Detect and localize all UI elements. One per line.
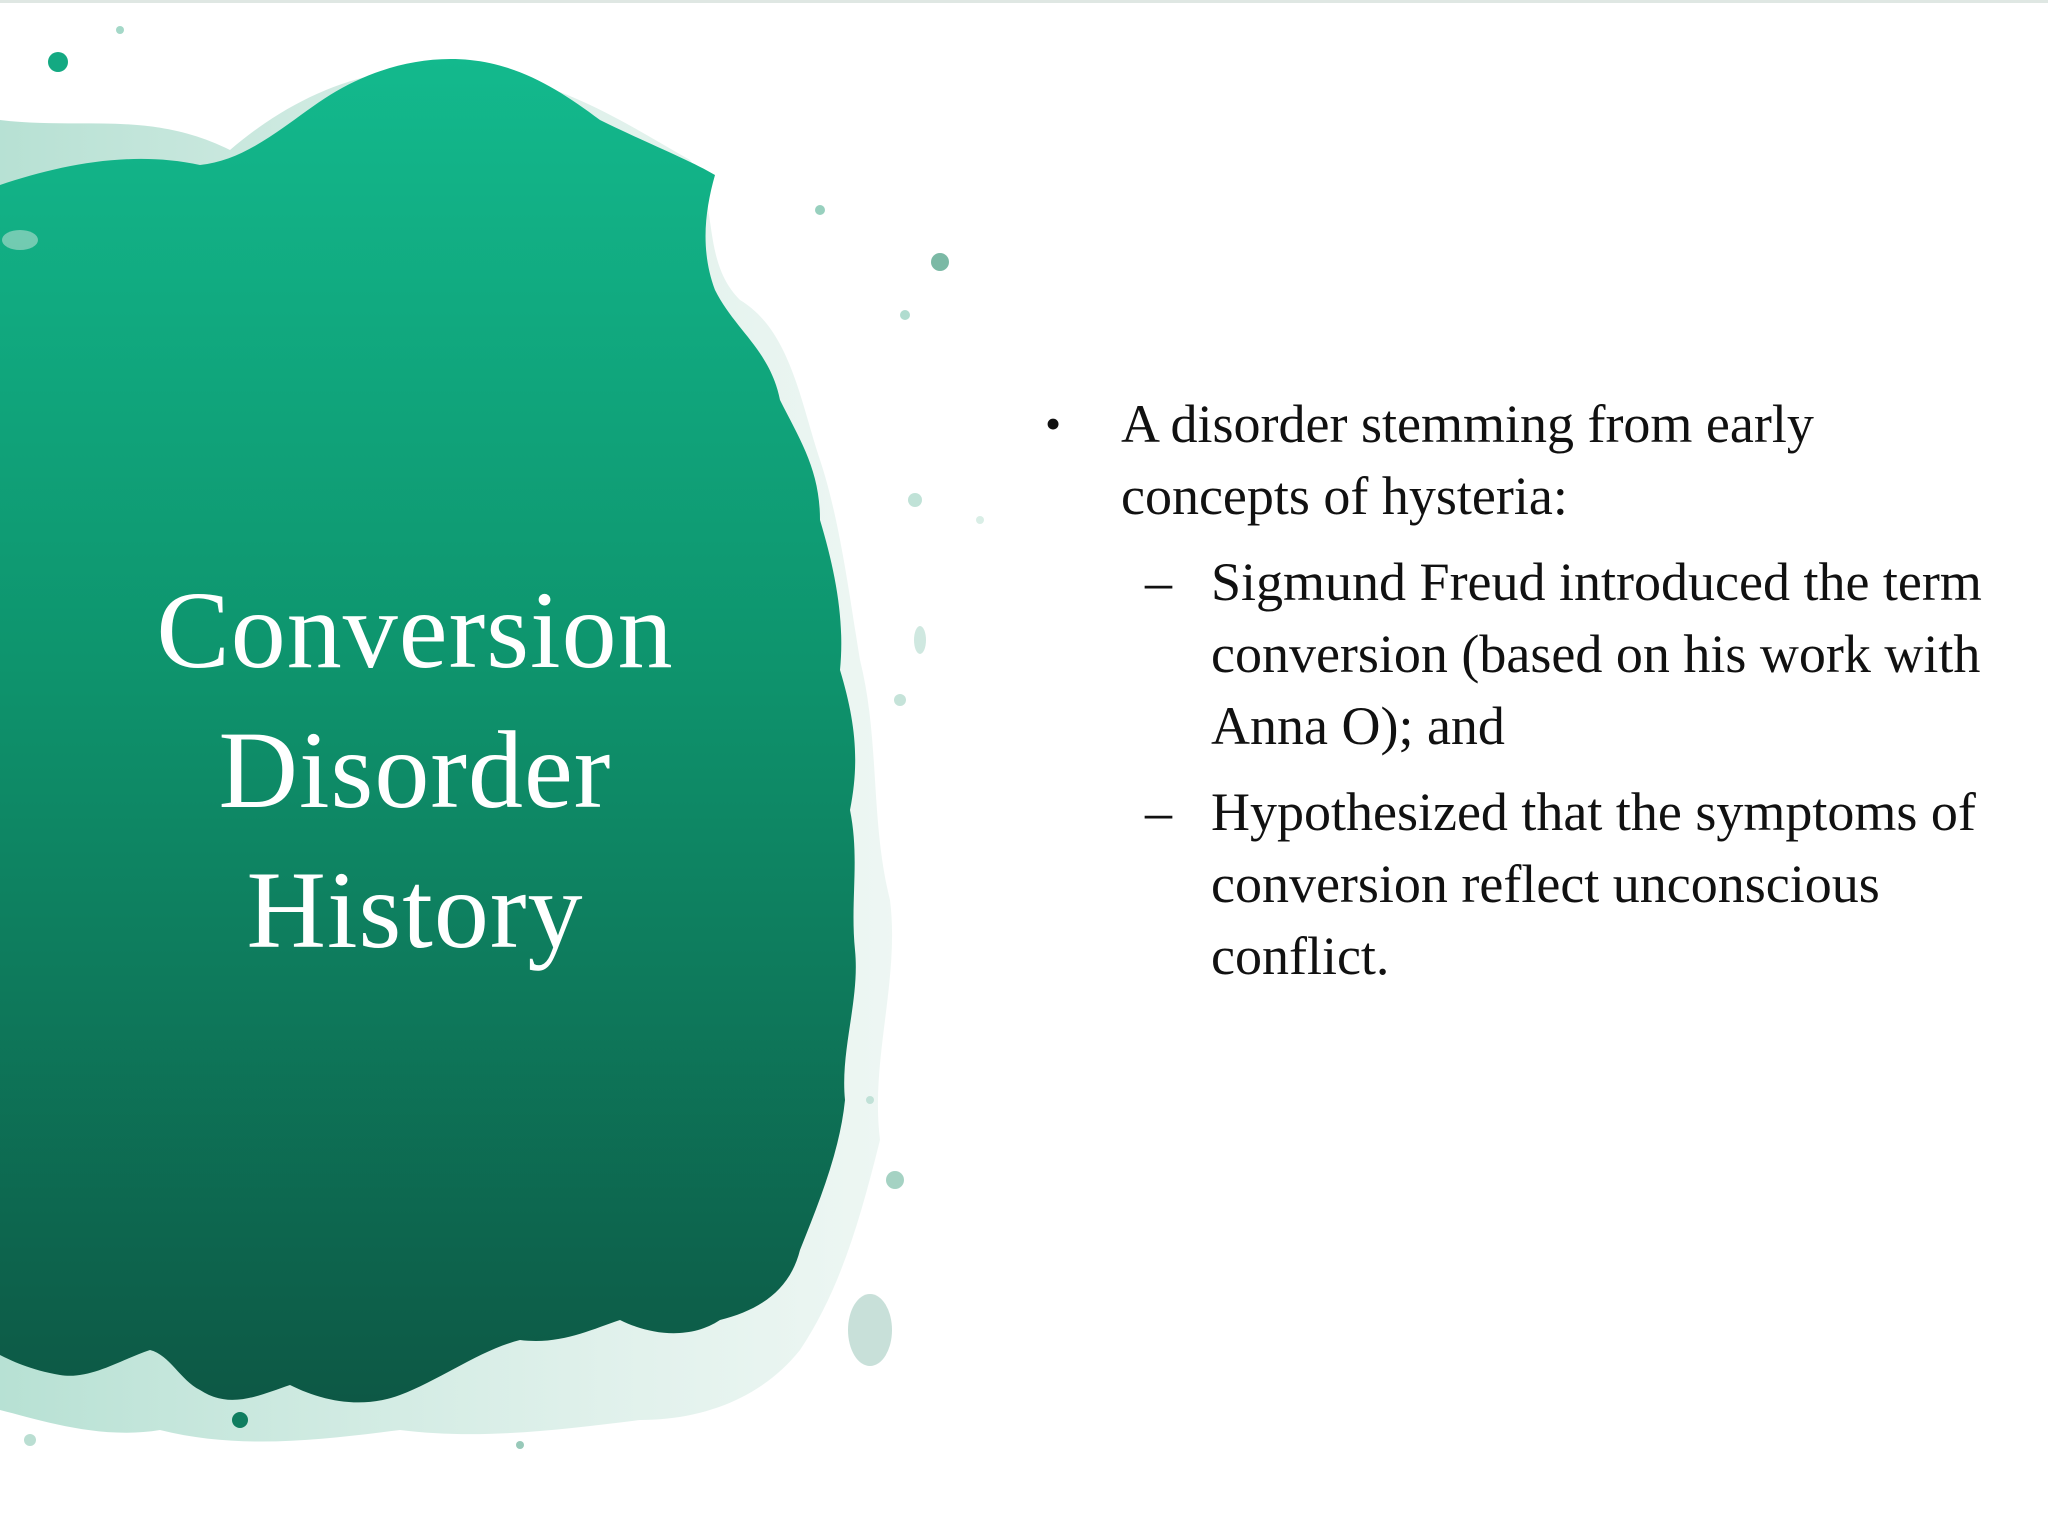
bullet-marker: • [1045,398,1062,449]
dash-marker: – [1145,552,1172,612]
title-line-1: Conversion [156,569,674,691]
title-line-2: Disorder [218,709,612,831]
sub-bullet-list [1035,546,1985,992]
sub-bullet-item [1035,546,1985,762]
sub-bullet-item [1035,776,1985,992]
slide-title [60,560,770,980]
bullet-text: A disorder stemming from early concepts of hysteria: [1121,394,1814,526]
sub-bullet-text: Sigmund Freud introduced the term conversion (based on his work with Anna O); and [1211,552,1982,756]
bullet-item [1035,388,1985,532]
bullet-list [1035,388,1985,1006]
dash-marker: – [1145,782,1172,842]
sub-bullet-text: Hypothesized that the symptoms of conversion reflect unconscious conflict. [1211,782,1976,986]
title-line-3: History [246,849,584,971]
